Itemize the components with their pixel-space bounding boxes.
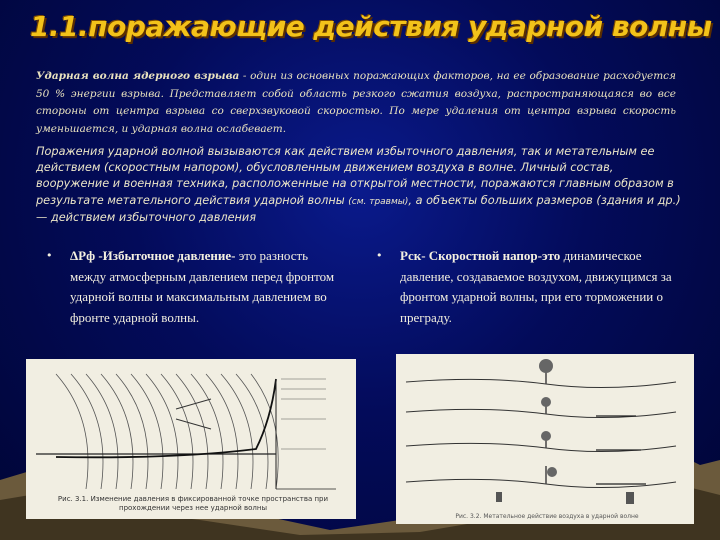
damage-text-1: Поражения ударной волной вызываются как действием избыточного давления, так и метательным ее действием (скоростным напором), обусловленным движением воздуха в волне. Личный состав, вооружение и военная техника, расположенные на открытой местности, поражаются главным образом в результате метательного действия ударной волны <box>36 145 674 207</box>
figure-throwing-action <box>396 354 694 524</box>
intro-paragraph <box>36 68 676 138</box>
damage-text-2: , а объекты больших размеров (здания и др.)— действием избыточного давления <box>36 193 681 224</box>
overpressure-text: это разность между атмосферным давлением перед фронтом ударной волны и максимальным давлением во фронте ударной волны. <box>70 248 335 325</box>
dynamic-pressure-term: Рск- Скоростной напор-это <box>400 248 561 263</box>
page-title: 1.1.поражающие действия ударной волны <box>30 10 712 43</box>
throwing-action-diagram <box>396 354 694 524</box>
intro-term: Ударная волна ядерного взрыва <box>36 70 240 82</box>
figure-1-caption: Рис. 3.1. Изменение давления в фиксированной точке пространства при прохождении через нее ударной волны <box>57 495 329 512</box>
damage-note: (см. травмы) <box>348 196 409 207</box>
figure-pressure-change <box>26 359 356 519</box>
dynamic-pressure-definition <box>376 246 690 328</box>
dynamic-pressure-text: динамическое давление, создаваемое воздухом, движущимся за фронтом ударной волны, при его торможении о преграду. <box>400 248 672 325</box>
bullet-icon: • <box>376 249 383 262</box>
overpressure-definition <box>46 246 340 328</box>
figure-2-caption: Рис. 3.2. Метательное действие воздуха в ударной волне <box>455 513 639 520</box>
overpressure-term: ΔPф -Избыточное давление- <box>70 248 236 263</box>
damage-paragraph <box>36 144 681 226</box>
bullet-icon: • <box>46 249 53 262</box>
intro-text: - один из основных поражающих факторов, на ее образование расходуется 50 % энергии взрыва. Представляет собой область резкого сжатия воздуха, распространяющаяся во все стороны от центра взрыва со сверхзвуковой скоростью. По мере удаления от центра взрыва скорость уменьшается, и ударная волна ослабевает. <box>36 70 676 135</box>
